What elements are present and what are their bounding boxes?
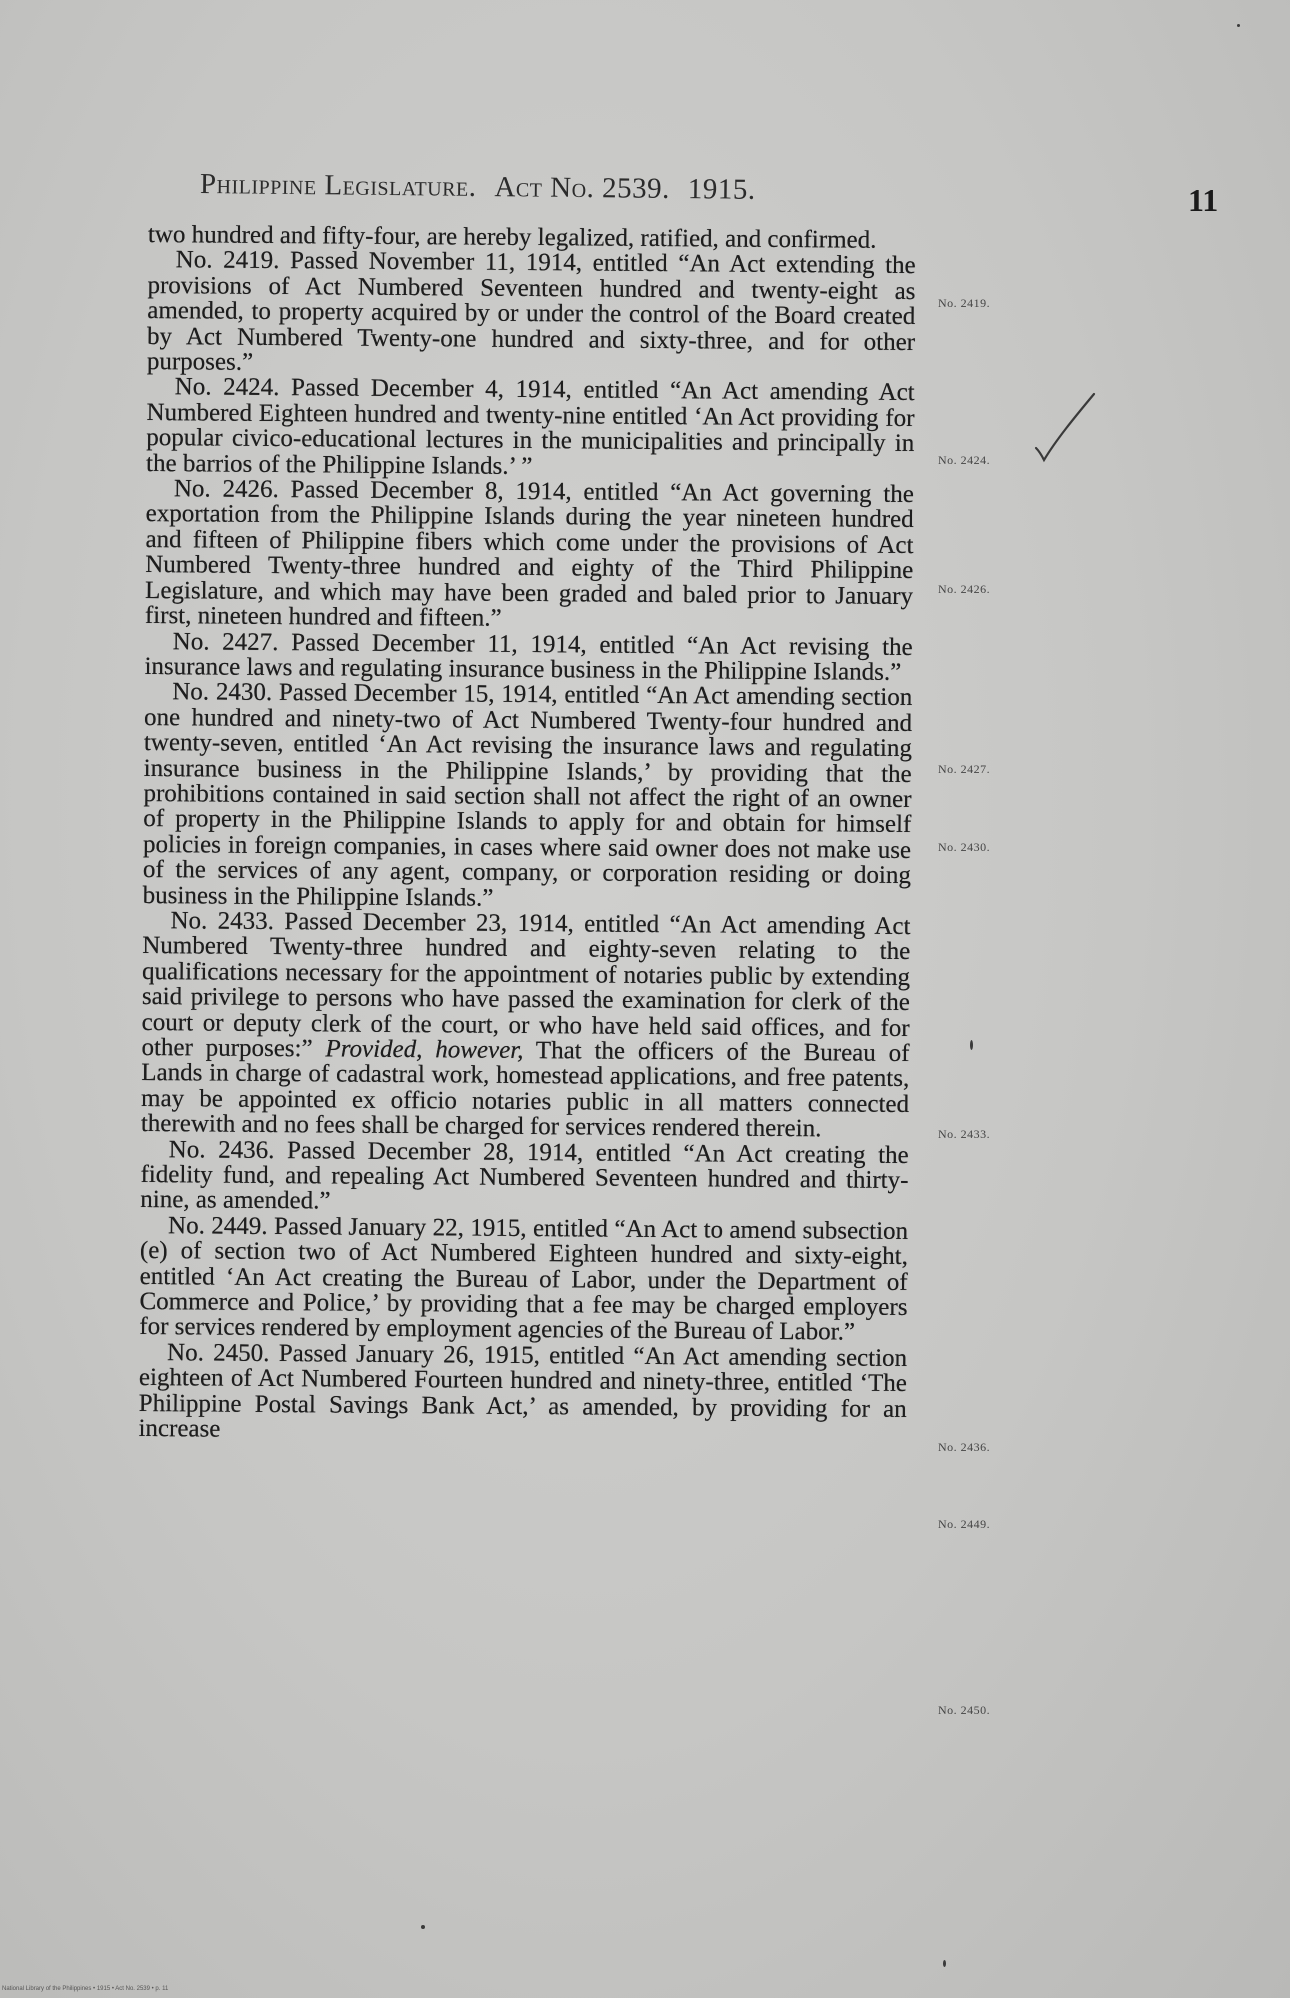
entry-act-2419: No. 2419. Passed November 11, 1914, entitled “An Act extending the provisions of Act Numbered Seventeen hundred and twenty-eight as amended, to property acquired by or under the control of the Board created by Act Numbered Twenty-one hundred and sixty-three, and for other purposes.” [146, 246, 916, 376]
pencil-checkmark-icon [1030, 390, 1100, 470]
paper-speck [970, 1040, 973, 1050]
entry-act-2430: No. 2430. Passed December 15, 1914, entitled “An Act amending section one hundred and ninety-two of Act Numbered Twenty-four hundred and twenty-seven, entitled ‘An Act revising the insurance laws and regulating insurance business in the Philippine Islands,’ by providing that the prohibitions contained in said section shall not affect the right of an owner of property in the Philippine Islands to apply for and obtain for himself policies in foreign companies, in cases where said owner does not make use of the services of any agent, company, or corporation residing or doing business in the Philippine Islands.” [142, 678, 913, 912]
paragraph-continuation: two hundred and fifty-four, are hereby legalized, ratified, and confirmed. [147, 221, 877, 254]
margin-note-2424: No. 2424. [938, 453, 991, 467]
margin-note-2449: No. 2449. [938, 1517, 991, 1531]
entry-act-2433-rest: That the officers of the Bureau of Lands in charge of cadastral work, homestead applications, and free patents, may be appointed ex officio notaries public in all matters connected therewith and no fees shall be charged for services rendered therein. [140, 1036, 910, 1143]
margin-notes [938, 0, 1058, 1998]
paper-speck [1237, 24, 1240, 27]
entry-act-2433-proviso: Provided, however, [325, 1035, 524, 1064]
entry-act-2426: No. 2426. Passed December 8, 1914, entitled “An Act governing the exportation from the Philippine Islands during the year nineteen hundred and fifteen of Philippine fibers which come under the provisions of Act Numbered Twenty-three hundred and eighty of the Third Philippine Legislature, and which may have been graded and baled prior to January first, nineteen hundred and fifteen.” [144, 475, 914, 632]
entry-act-2436: No. 2436. Passed December 28, 1914, entitled “An Act creating the fidelity fund, and repealing Act Numbered Seventeen hundred and thirty-nine, as amended.” [140, 1135, 909, 1215]
margin-note-2433: No. 2433. [938, 1127, 991, 1141]
entry-act-2433-text: No. 2433. Passed December 23, 1914, entitled “An Act amending Act Numbered Twenty-three hundred and eighty-seven relating to the qualifications necessary for the appointment of notaries public by extending said privilege to persons who have passed the examination for clerk of the court or deputy clerk of the court, or who have held said offices, and for other purposes:” [141, 907, 911, 1063]
entry-act-2424: No. 2424. Passed December 4, 1914, entitled “An Act amending Act Numbered Eighteen hundred and twenty-nine entitled ‘An Act providing for popular civico-educational lectures in the municipalities and principally in the barrios of the Philippine Islands.’ ” [145, 373, 915, 480]
header-title: Philippine Legislature. [199, 168, 477, 203]
margin-note-2419: No. 2419. [938, 296, 991, 310]
entry-act-2427: No. 2427. Passed December 11, 1914, entitled “An Act revising the insurance laws and regulating insurance business in the Philippine Islands.” [144, 627, 913, 686]
margin-note-2426: No. 2426. [938, 582, 991, 596]
footer-credit: National Library of the Philippines • 1915 • Act No. 2539 • p. 11 [2, 1986, 169, 1992]
page-number: 11 [1188, 182, 1219, 218]
margin-note-2427: No. 2427. [938, 762, 991, 776]
margin-note-2430: No. 2430. [938, 840, 991, 854]
entry-act-2449: No. 2449. Passed January 22, 1915, entitled “An Act to amend subsection (e) of section two of Act Numbered Eighteen hundred and sixty-eight, entitled ‘An Act creating the Bureau of Labor, under the Department of Commerce and Police,’ by providing that a fee may be charged employers for services rendered by employment agencies of the Bureau of Labor.” [139, 1212, 909, 1347]
paper-speck [943, 1960, 946, 1967]
entry-act-2433 [141, 908, 911, 1143]
act-list-body [138, 222, 916, 1447]
entry-act-2450: No. 2450. Passed January 26, 1915, entitled “An Act amending section eighteen of Act Numbered Fourteen hundred and ninety-three, entitled ‘The Philippine Postal Savings Bank Act,’ as amended, by providing for an increase [138, 1339, 908, 1443]
paper-speck [421, 1925, 425, 1929]
margin-note-2436: No. 2436. [938, 1440, 991, 1454]
margin-note-2450: No. 2450. [938, 1703, 991, 1717]
header-year: 1915. [687, 173, 756, 206]
running-header [200, 168, 920, 209]
header-act: Act No. 2539. [494, 171, 671, 205]
